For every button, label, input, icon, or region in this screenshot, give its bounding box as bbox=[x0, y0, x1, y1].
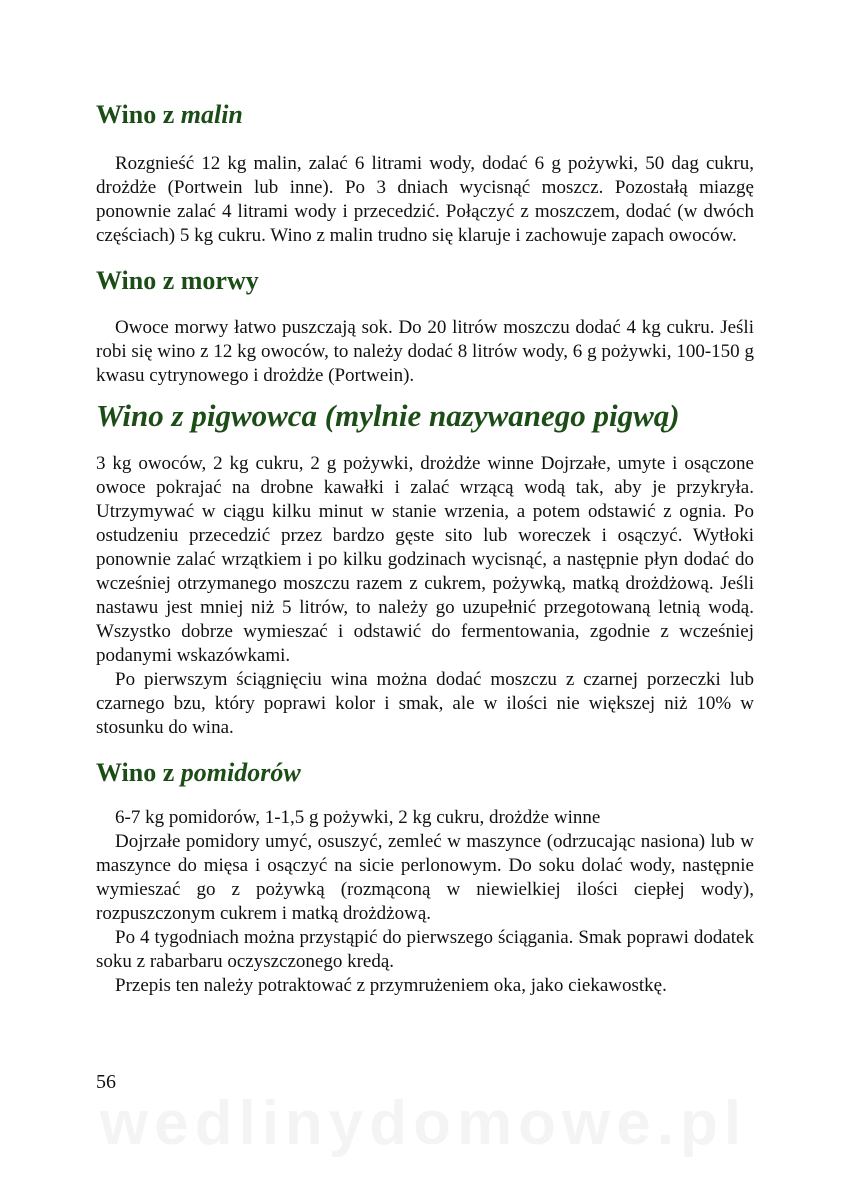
heading-wino-z-malin bbox=[96, 98, 754, 132]
heading-plain-text: Wino z bbox=[96, 758, 181, 787]
paragraph: Dojrzałe pomidory umyć, osuszyć, zemleć w maszynce (odrzucając nasiona) lub w maszynce do mięsa i osączyć na sicie perlonowym. Do soku dolać wody, następnie wymieszać go z pożywką (rozmąconą w niewielkiej ilości ciepłej wody), rozpuszczonym cukrem i matką drożdżową. bbox=[96, 831, 754, 924]
section-pomidorow-body bbox=[96, 806, 754, 998]
heading-italic-text: malin bbox=[180, 100, 243, 129]
paragraph: Owoce morwy łatwo puszczają sok. Do 20 litrów moszczu dodać 4 kg cukru. Jeśli robi się wino z 12 kg owoców, to należy dodać 8 litrów wody, 6 g pożywki, 100-150 g kwasu cytrynowego i drożdże (Portwein). bbox=[96, 317, 754, 386]
page-content bbox=[96, 98, 754, 998]
paragraph: Po 4 tygodniach można przystąpić do pierwszego ściągania. Smak poprawi dodatek soku z rabarbaru oczyszczonego kredą. bbox=[96, 927, 754, 972]
heading-plain-text: Wino z bbox=[96, 100, 181, 129]
paragraph: 3 kg owoców, 2 kg cukru, 2 g pożywki, drożdże winne Dojrzałe, umyte i osączone owoce pokrajać na drobne kawałki i zalać wrzącą wodą tak, aby je przykryła. Utrzymywać w ciągu kilku minut w stanie wrzenia, a potem odstawić z ognia. Po ostudzeniu przecedzić przez bardzo gęste sito lub woreczek i osączyć. Wytłoki ponownie zalać wrzątkiem i po kilku godzinach wycisnąć, a następnie płyn dodać do wcześniej otrzymanego moszczu razem z cukrem, pożywką, matką drożdżową. Jeśli nastawu jest mniej niż 5 litrów, to należy go uzupełnić przegotowaną letnią wodą. Wszystko dobrze wymieszać i odstawić do fermentowania, zgodnie z wcześniej podanymi wskazówkami. bbox=[96, 453, 754, 666]
section-morwy-body bbox=[96, 316, 754, 388]
paragraph: Rozgnieść 12 kg malin, zalać 6 litrami wody, dodać 6 g pożywki, 50 dag cukru, drożdże (Portwein lub inne). Po 3 dniach wycisnąć moszcz. Pozostałą miazgę ponownie zalać 4 litrami wody i przecedzić. Połączyć z moszczem, dodać (w dwóch częściach) 5 kg cukru. Wino z malin trudno się klaruje i zachowuje zapach owoców. bbox=[96, 153, 754, 246]
heading-wino-z-morwy: Wino z morwy bbox=[96, 266, 259, 295]
heading-wino-z-pomidorow bbox=[96, 756, 754, 790]
heading-italic-text: pomidorów bbox=[180, 758, 301, 787]
paragraph: 6-7 kg pomidorów, 1-1,5 g pożywki, 2 kg cukru, drożdże winne bbox=[115, 807, 601, 828]
heading-wino-z-pigwowca: Wino z pigwowca (mylnie nazywanego pigwą) bbox=[96, 398, 680, 433]
watermark bbox=[0, 1088, 847, 1159]
paragraph: Po pierwszym ściągnięciu wina można dodać moszczu z czarnej porzeczki lub czarnego bzu, który poprawi kolor i smak, ale w ilości nie większej niż 10% w stosunku do wina. bbox=[96, 669, 754, 738]
section-malin-body bbox=[96, 152, 754, 248]
section-pigwowca-body bbox=[96, 452, 754, 740]
page-number: 56 bbox=[96, 1071, 116, 1093]
paragraph: Przepis ten należy potraktować z przymrużeniem oka, jako ciekawostkę. bbox=[115, 975, 667, 996]
